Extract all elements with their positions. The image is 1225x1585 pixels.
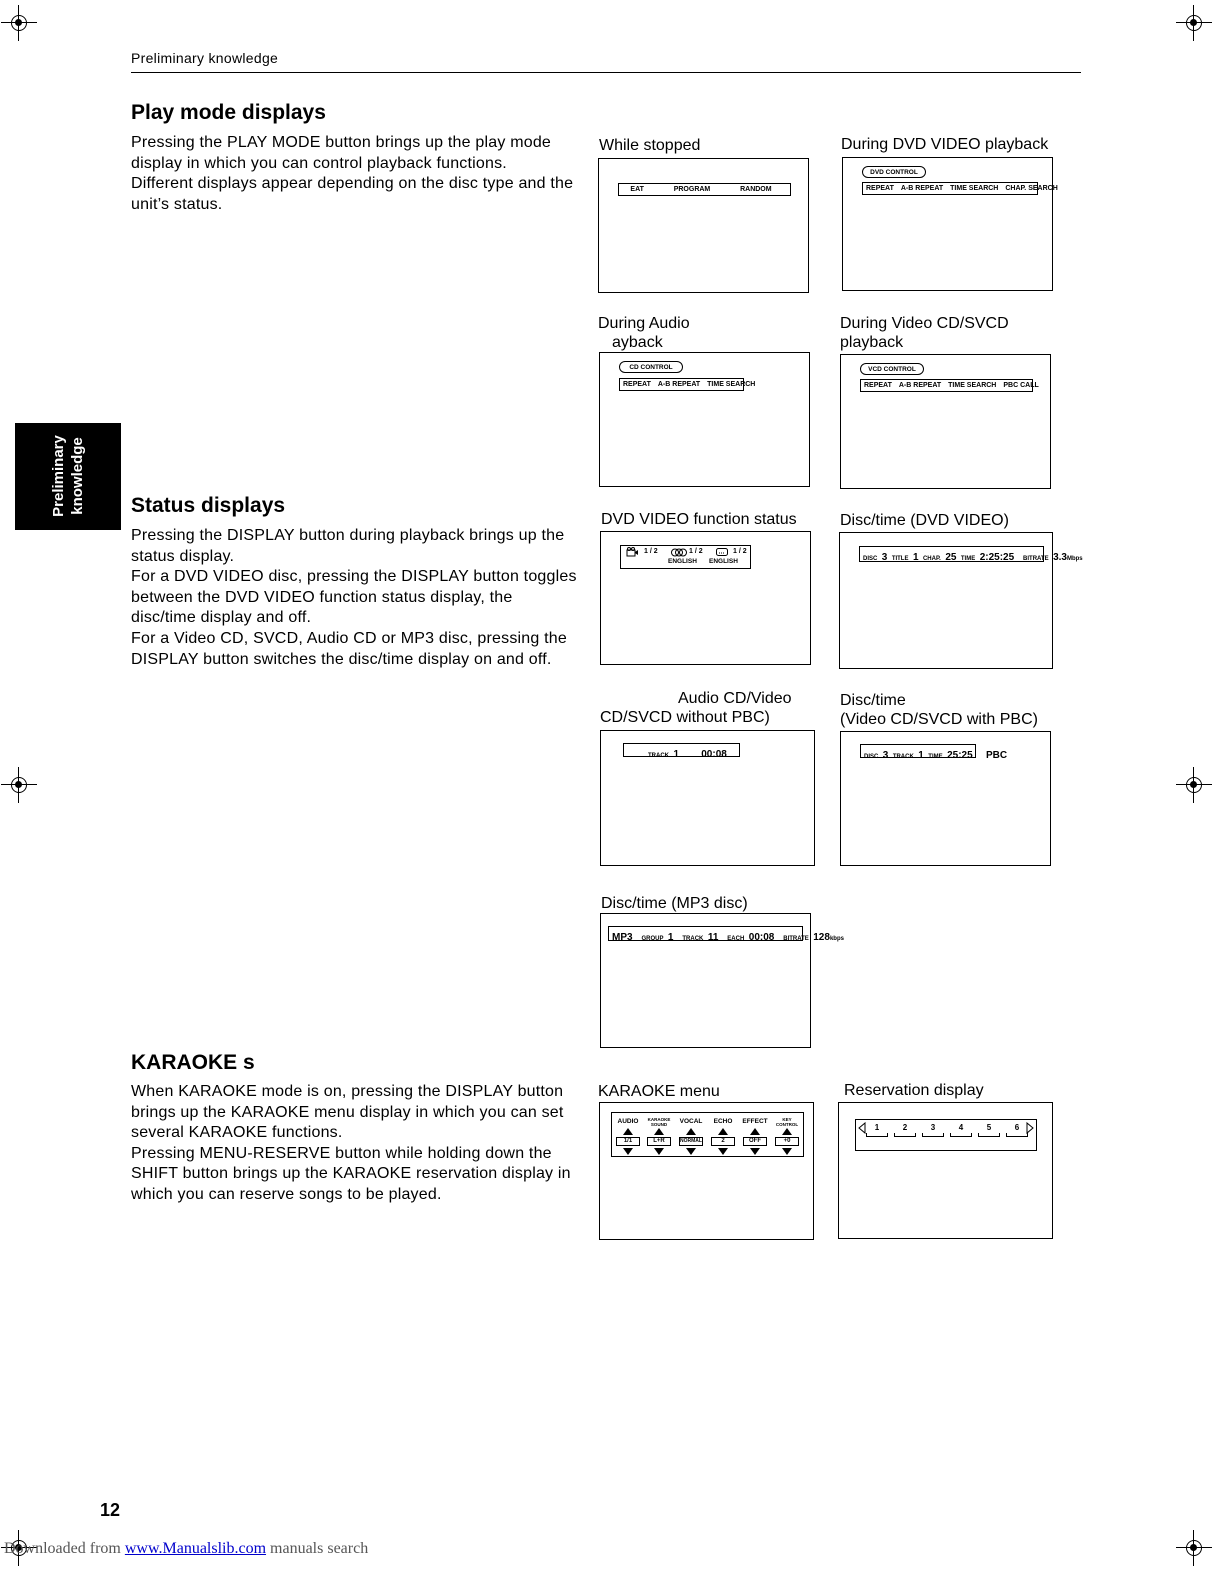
- subtitle-language: ENGLISH: [709, 558, 738, 565]
- play-mode-para2: Different displays appear depending on the disc type and the unit’s status.: [131, 175, 574, 213]
- group-label: GROUP: [641, 936, 664, 942]
- bitrate-label: BITRATE: [1023, 556, 1049, 562]
- crop-mark: [1, 767, 37, 803]
- disc-time-bar: [859, 546, 1083, 563]
- arrow-up-icon[interactable]: [718, 1128, 728, 1135]
- screen-karaoke-menu: [599, 1102, 814, 1240]
- column-value: +0: [775, 1137, 799, 1146]
- caption-line: (Video CD/SVCD with PBC): [840, 711, 1038, 728]
- page-number: 12: [100, 1500, 121, 1520]
- screen-stopped: [598, 158, 809, 293]
- status-para1: Pressing the DISPLAY button during playback brings up the status display.: [131, 527, 565, 565]
- running-title: Preliminary knowledge: [131, 50, 279, 66]
- chap-label: CHAP.: [922, 556, 941, 562]
- column-value: 2: [711, 1137, 735, 1146]
- caption-reservation: Reservation display: [844, 1082, 984, 1099]
- column-value: OFF: [743, 1137, 767, 1146]
- karaoke-para1: When KARAOKE mode is on, pressing the DISPLAY button brings up the KARAOKE menu display in which you can set several KARAOKE functions.: [131, 1083, 564, 1142]
- side-tab-line1: Preliminary: [50, 435, 67, 517]
- time-value: 00:08: [701, 749, 727, 760]
- screen-dvd-function: [600, 531, 811, 665]
- column-label: VOCAL: [679, 1118, 703, 1125]
- title-label: TITLE: [891, 556, 909, 562]
- karaoke-text: [131, 1082, 581, 1206]
- caption-karaoke-menu: KARAOKE menu: [598, 1083, 720, 1100]
- arrow-left-icon[interactable]: [858, 1122, 866, 1134]
- bar-item: REPEAT: [864, 382, 892, 389]
- reservation-slot[interactable]: [978, 1123, 1000, 1137]
- karaoke-column-vocal[interactable]: [676, 1117, 706, 1155]
- caption-mp3: Disc/time (MP3 disc): [601, 895, 748, 912]
- angle-icon: [626, 547, 639, 557]
- karaoke-column-karaoke-sound[interactable]: [644, 1117, 674, 1155]
- reservation-panel: [855, 1119, 1037, 1151]
- column-value: 1/1: [616, 1137, 640, 1146]
- bar-item: TIME SEARCH: [950, 185, 999, 192]
- screen-audio-cd: [600, 730, 815, 866]
- bar-item: A-B REPEAT: [657, 381, 701, 388]
- disc-label: DISC: [864, 754, 879, 760]
- bar-item: RANDOM: [740, 186, 772, 193]
- dvd-control-pill: DVD CONTROL: [862, 166, 926, 178]
- audio-icon: [671, 548, 687, 557]
- pbc-indicator: PBC: [986, 750, 1008, 761]
- vcd-control-bar: [860, 379, 1039, 392]
- caption-line: Audio CD/Video: [678, 690, 792, 707]
- bitrate-value: 3.3: [1053, 552, 1067, 563]
- track-label: TRACK: [682, 936, 704, 942]
- caption-stopped: While stopped: [599, 137, 701, 154]
- column-value: L+R: [647, 1137, 671, 1146]
- bitrate-unit: kbps: [829, 936, 844, 942]
- reservation-slot[interactable]: [866, 1123, 888, 1137]
- disc-time-bar: [860, 744, 1008, 761]
- header-rule: [131, 72, 1081, 73]
- function-status-bar: [620, 545, 751, 569]
- each-label: EACH: [727, 936, 745, 942]
- bar-item: PROGRAM: [673, 186, 711, 193]
- download-suffix: manuals search: [270, 1540, 369, 1557]
- reservation-slot[interactable]: [922, 1123, 944, 1137]
- side-tab: [15, 423, 121, 530]
- each-value: 00:08: [748, 932, 775, 943]
- arrow-down-icon[interactable]: [750, 1148, 760, 1155]
- slot-number: 5: [986, 1123, 992, 1132]
- column-label: KEY CONTROL: [775, 1117, 799, 1127]
- play-mode-title: Play mode displays: [131, 101, 326, 124]
- arrow-down-icon[interactable]: [654, 1148, 664, 1155]
- slot-number: 2: [902, 1123, 908, 1132]
- arrow-down-icon[interactable]: [782, 1148, 792, 1155]
- arrow-down-icon[interactable]: [718, 1148, 728, 1155]
- caption-disc-time-dvd: Disc/time (DVD VIDEO): [840, 512, 1009, 529]
- caption-line: playback: [840, 334, 904, 351]
- caption-line: ayback: [612, 334, 663, 351]
- arrow-up-icon[interactable]: [686, 1128, 696, 1135]
- slot-number: 4: [958, 1123, 964, 1132]
- crop-mark: [1176, 767, 1212, 803]
- caption-line: Disc/time: [840, 692, 906, 709]
- mp3-label: MP3: [612, 932, 633, 943]
- status-para3: For a Video CD, SVCD, Audio CD or MP3 disc, pressing the DISPLAY button switches the disc/time display on and off.: [131, 629, 567, 668]
- track-value: 1: [673, 749, 680, 760]
- title-value: 1: [912, 552, 919, 563]
- column-value: NORMAL: [680, 1138, 702, 1144]
- chap-value: 25: [945, 552, 957, 563]
- caption-line: During Audio: [598, 315, 690, 332]
- bitrate-value: 128: [813, 932, 830, 943]
- audio-language: ENGLISH: [668, 558, 697, 565]
- crop-mark: [1176, 1530, 1212, 1566]
- bar-item: A-B REPEAT: [900, 185, 944, 192]
- screen-mp3: [600, 913, 844, 1048]
- time-label: TIME: [960, 556, 976, 562]
- slot-number: 3: [930, 1123, 936, 1132]
- download-prefix: Downloaded from: [4, 1540, 121, 1557]
- column-label: EFFECT: [742, 1118, 768, 1125]
- slot-number: 1: [874, 1123, 880, 1132]
- subtitle-icon: [716, 548, 728, 556]
- bar-item: A-B REPEAT: [898, 382, 942, 389]
- karaoke-column-effect[interactable]: [740, 1117, 770, 1155]
- karaoke-para2: Pressing MENU-RESERVE button while holding down the SHIFT button brings up the KARAOKE reservation display in which you can reserve songs to be played.: [131, 1144, 571, 1203]
- arrow-up-icon[interactable]: [623, 1128, 633, 1135]
- bitrate-label: BITRATE: [783, 936, 809, 942]
- mp3-bar: [608, 926, 844, 943]
- column-label: ECHO: [713, 1118, 733, 1125]
- cd-control-bar: [619, 378, 756, 391]
- track-time-bar: [623, 743, 740, 760]
- screen-disc-time-vcd: [840, 731, 1051, 866]
- karaoke-menu-panel: [611, 1112, 804, 1157]
- bar-item: PBC CALL: [1003, 382, 1039, 389]
- disc-value: 3: [882, 750, 889, 761]
- bar-item: CHAP. SEARCH: [1005, 185, 1058, 192]
- reservation-slot[interactable]: [1006, 1123, 1028, 1137]
- bar-item: TIME SEARCH: [948, 382, 997, 389]
- bar-item: REPEAT: [866, 185, 894, 192]
- manualslib-link[interactable]: www.Manualslib.com: [124, 1540, 267, 1557]
- play-mode-bar: [618, 183, 791, 196]
- subtitle-value: 1 / 2: [733, 548, 747, 555]
- dvd-control-bar: [862, 182, 1058, 195]
- arrow-up-icon[interactable]: [654, 1128, 664, 1135]
- screen-disc-time-dvd: [839, 532, 1083, 669]
- bar-item: EAT: [630, 186, 644, 193]
- slot-number: 6: [1014, 1123, 1020, 1132]
- karaoke-title: KARAOKE s: [131, 1051, 255, 1074]
- arrow-up-icon[interactable]: [782, 1128, 792, 1135]
- status-text: [131, 526, 581, 670]
- reservation-slot[interactable]: [950, 1123, 972, 1137]
- track-value: 1: [918, 750, 924, 761]
- time-value: 25:25: [947, 750, 973, 761]
- cd-control-pill: CD CONTROL: [619, 361, 683, 373]
- arrow-up-icon[interactable]: [750, 1128, 760, 1135]
- screen-reservation: [838, 1102, 1053, 1239]
- audio-value: 1 / 2: [689, 548, 703, 555]
- screen-dvd-playback: [842, 157, 1058, 291]
- screen-audio-playback: [599, 352, 810, 487]
- karaoke-column-echo[interactable]: [708, 1117, 738, 1155]
- arrow-down-icon[interactable]: [686, 1148, 696, 1155]
- status-para2: For a DVD VIDEO disc, pressing the DISPLAY button toggles between the DVD VIDEO function status display, the disc/time display and off.: [131, 568, 577, 627]
- time-value: 2:25:25: [979, 552, 1015, 563]
- karaoke-column-audio[interactable]: [613, 1117, 643, 1155]
- bar-item: REPEAT: [623, 381, 651, 388]
- track-value: 11: [707, 932, 719, 943]
- caption-dvd-function: DVD VIDEO function status: [601, 511, 797, 528]
- time-label: TIME: [928, 754, 943, 760]
- crop-mark: [1176, 5, 1212, 41]
- bitrate-unit: Mbps: [1066, 556, 1083, 562]
- side-tab-line2: knowledge: [69, 437, 86, 515]
- track-label: TRACK: [892, 754, 914, 760]
- crop-mark: [1, 5, 37, 41]
- screen-vcd-playback: [840, 354, 1051, 489]
- karaoke-column-key-control[interactable]: [772, 1117, 802, 1155]
- caption-audio-playback: [598, 314, 690, 352]
- track-label: TRACK: [648, 753, 669, 759]
- play-mode-text: [131, 133, 581, 215]
- caption-line: CD/SVCD without PBC): [600, 709, 770, 726]
- vcd-control-pill: VCD CONTROL: [860, 363, 924, 375]
- bar-item: TIME SEARCH: [707, 381, 756, 388]
- arrow-down-icon[interactable]: [623, 1148, 633, 1155]
- status-title: Status displays: [131, 494, 286, 517]
- angle-value: 1 / 2: [644, 548, 658, 555]
- column-label: KARAOKE SOUND: [647, 1117, 671, 1127]
- caption-audio-cd: [600, 689, 792, 727]
- disc-value: 3: [881, 552, 888, 563]
- group-value: 1: [667, 932, 674, 943]
- disc-label: DISC: [863, 556, 878, 562]
- caption-disc-time-vcd: [840, 691, 1038, 729]
- download-note: [4, 1540, 368, 1558]
- caption-dvd-playback: During DVD VIDEO playback: [841, 136, 1049, 153]
- reservation-slot[interactable]: [894, 1123, 916, 1137]
- play-mode-para1: Pressing the PLAY MODE button brings up the play mode display in which you can control playback functions.: [131, 134, 552, 172]
- caption-vcd-playback: [840, 314, 1009, 352]
- caption-line: During Video CD/SVCD: [840, 315, 1009, 332]
- column-label: AUDIO: [617, 1118, 639, 1125]
